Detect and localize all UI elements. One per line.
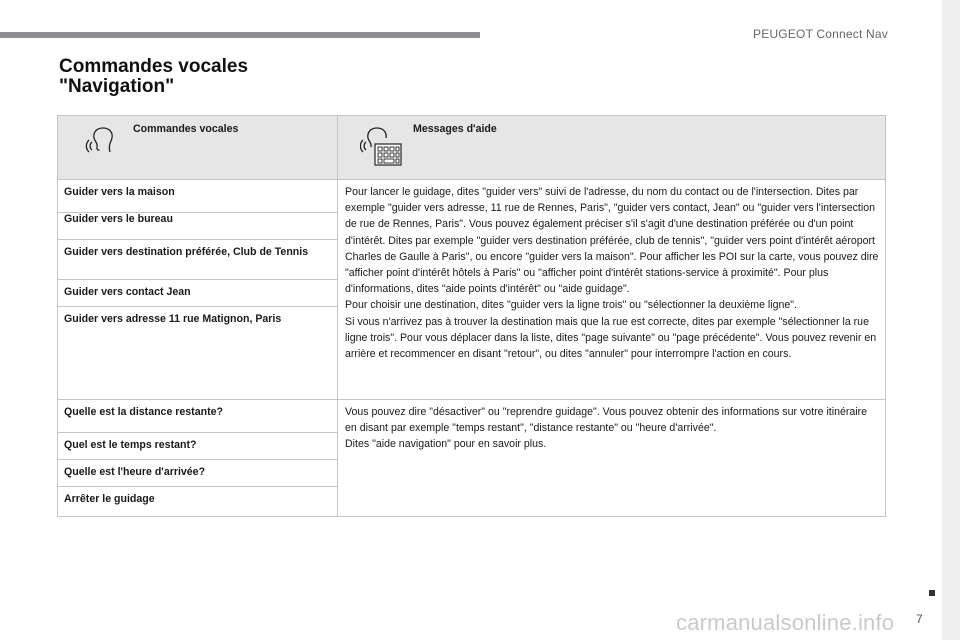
help-paragraph: Pour lancer le guidage, dites "guider vers" suivi de l'adresse, du nom du contact ou de l'intersection. Dites par exemple "guider vers adresse, 11 rue de Rennes, Paris", "guider vers contact, Jean" ou "guider vers l'intersection de rue de Rennes, Paris". Vous pouvez également préciser s'il s'agit d'une destination préférée ou d'un point d'intérêt. Dites par exemple "guider vers destination préférée, club de tennis", "guider vers point d'intérêt aéroport Charles de Gaulle à Paris", ou encore "guider vers la maison". Pour afficher les POI sur la carte, vous pouvez dire "afficher point d'intérêt hôtels à Paris" ou "afficher point d'intérêt stations-service à proximité". Pour plus d'informations, dites "aide points d'intérêt" ou "aide guidage".	[345, 186, 879, 296]
voice-help-keypad-icon	[360, 125, 406, 170]
command-item: Guider vers la maison	[58, 186, 337, 213]
table-header-row	[58, 116, 886, 180]
command-item: Guider vers destination préférée, Club de Tennis	[58, 240, 337, 280]
commands-cell	[58, 180, 338, 400]
command-item: Quelle est la distance restante?	[58, 406, 337, 433]
page-title	[59, 57, 248, 97]
help-paragraph: Si vous n'arrivez pas à trouver la destination mais que la rue est correcte, dites par exemple "sélectionner la rue ligne trois". Pour vous déplacer dans la liste, dites "page suivante" ou "page précédente". Vous pouvez revenir en arrière et recommencer en disant "retour", ou dites "annuler" pour interrompre l'action en cours.	[345, 315, 877, 361]
table-row	[58, 180, 886, 400]
col-header-help	[338, 116, 886, 180]
command-item: Arrêter le guidage	[64, 493, 155, 505]
table-row	[58, 400, 886, 517]
brand-label: PEUGEOT Connect Nav	[753, 27, 888, 41]
col-header-commands-label: Commandes vocales	[133, 123, 239, 135]
commands-cell	[58, 400, 338, 517]
side-edge-bar	[942, 0, 960, 640]
help-paragraph: Dites "aide navigation" pour en savoir plus.	[345, 438, 547, 451]
command-item: Guider vers adresse 11 rue Matignon, Paris	[64, 313, 282, 325]
page-title-line-2: "Navigation"	[59, 76, 175, 97]
command-item: Guider vers le bureau	[58, 207, 337, 240]
page-title-line-1: Commandes vocales	[59, 56, 249, 77]
command-item: Guider vers contact Jean	[58, 280, 337, 307]
col-header-commands	[58, 116, 338, 180]
page-mark	[929, 590, 935, 596]
command-item: Quel est le temps restant?	[58, 433, 337, 460]
watermark: carmanualsonline.info	[676, 610, 895, 635]
col-header-help-label: Messages d'aide	[413, 123, 497, 135]
page-number: 7	[916, 612, 923, 626]
help-cell	[338, 180, 886, 400]
header-accent-bar	[0, 32, 480, 38]
help-paragraph: Vous pouvez dire "désactiver" ou "reprendre guidage". Vous pouvez obtenir des informations sur votre itinéraire en disant par exemple "temps restant", "distance restante" ou "heure d'arrivée".	[345, 406, 868, 435]
help-cell	[338, 400, 886, 517]
help-paragraph: Pour choisir une destination, dites "guider vers la ligne trois" ou "sélectionner la deuxième ligne".	[345, 299, 797, 312]
voice-command-icon	[84, 125, 118, 160]
voice-commands-table	[57, 115, 886, 517]
command-item: Quelle est l'heure d'arrivée?	[58, 460, 337, 487]
